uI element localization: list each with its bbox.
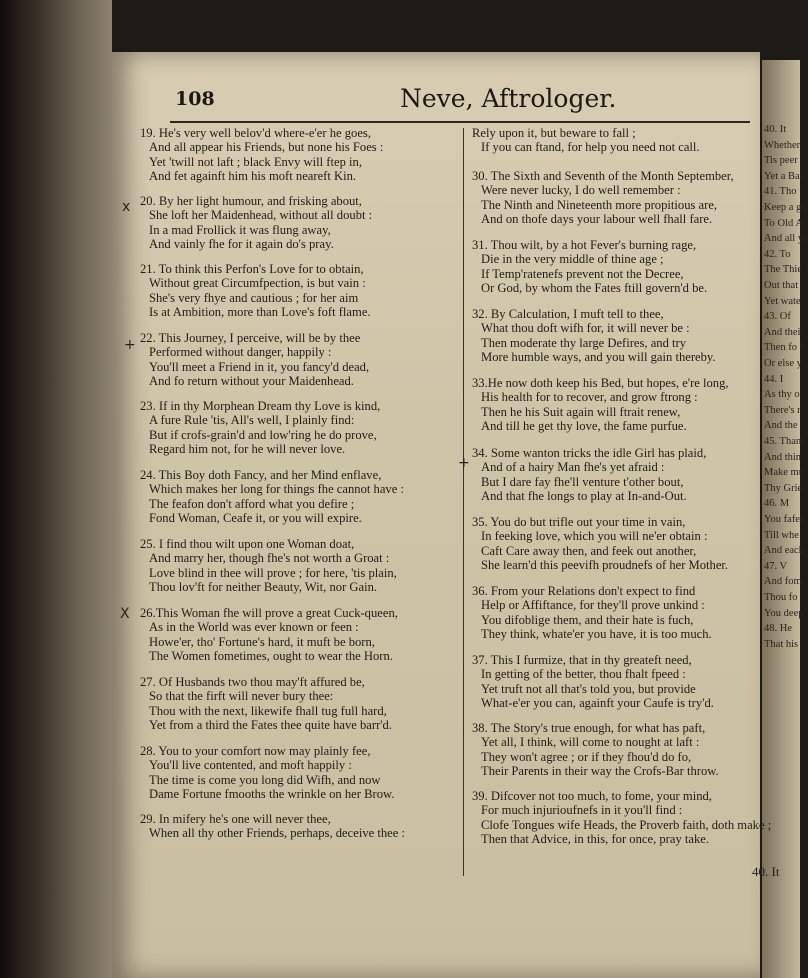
verse-line: Then that Advice, in this, for once, pray take. xyxy=(481,831,710,846)
verse-line: In getting of the better, thou fhalt fpeed : xyxy=(481,667,686,682)
verse-line: 31. Thou wilt, by a hot Fever's burning rage, xyxy=(472,238,697,252)
verse-line: Then he his Suit again will ftrait renew, xyxy=(481,404,681,419)
facing-page-fragment: Whether xyxy=(764,139,801,151)
facing-page-fragment: To Old A xyxy=(764,217,803,229)
verse-line: You difoblige them, and their hate is fuch, xyxy=(481,612,694,627)
verse-line: A fure Rule 'tis, All's well, I plainly find: xyxy=(149,413,355,428)
verse-line: 29. In mifery he's one will never thee, xyxy=(140,812,331,826)
verse-line: And vainly fhe for it again do's pray. xyxy=(149,236,334,251)
facing-page-fragment: There's r xyxy=(764,404,801,416)
facing-page-fragment: Keep a go xyxy=(764,202,807,213)
facing-page-fragment: The Thie xyxy=(764,264,803,276)
facing-page-fragment: And thin xyxy=(764,451,802,463)
verse-line: Regard him not, for he will never love. xyxy=(149,441,346,456)
verse-line: What-e'er you can, againft your Caufe is try'd. xyxy=(481,695,714,710)
verse-line: As in the World was ever known or feen : xyxy=(149,620,359,635)
verse-line: The Women fometimes, ought to wear the Horn. xyxy=(149,648,393,663)
verse-line: Thou lov'ft for neither Beauty, Wit, nor Gain. xyxy=(149,579,378,594)
verse-line: Rely upon it, but beware to fall ; xyxy=(472,126,636,140)
verse-line: 32. By Calculation, I muft tell to thee, xyxy=(472,307,664,321)
verse-line: The feafon don't afford what you defire ; xyxy=(149,496,355,511)
verse-line: Die in the very middle of thine age ; xyxy=(481,252,664,267)
facing-page-fragment: Tis peer xyxy=(764,155,798,167)
facing-page-fragment: 42. To xyxy=(764,248,791,260)
verse-line: In a mad Frollick it was flung away, xyxy=(149,222,331,237)
margin-mark: x xyxy=(122,199,131,215)
header-rule xyxy=(170,121,750,123)
verse-line: Yet 'twill not laft ; black Envy will ftep in, xyxy=(149,154,362,169)
verse-line: 30. The Sixth and Seventh of the Month September, xyxy=(472,169,734,183)
facing-page-fragment: That his xyxy=(764,638,799,650)
verse-line: Howe'er, tho' Fortune's hard, it muft be born, xyxy=(149,634,375,649)
verse-line: And on thofe days your labour well fhall fare. xyxy=(481,211,713,226)
verse-line: 20. By her light humour, and frisking about, xyxy=(140,194,362,208)
facing-page-fragment: 48. He xyxy=(764,623,792,635)
verse-line: Love blind in thee will prove ; for here, 'tis plain, xyxy=(149,565,397,580)
verse-line: 39. Difcover not too much, to fome, your mind, xyxy=(472,789,712,803)
facing-page-fragment: As thy o xyxy=(764,389,800,401)
facing-page-fragment: You fafel xyxy=(764,514,803,525)
verse-line: When all thy other Friends, perhaps, deceive thee : xyxy=(149,826,405,841)
page-number: 108 xyxy=(175,88,215,110)
verse-line: 34. Some wanton tricks the idle Girl has plaid, xyxy=(472,446,707,460)
verse-line: 33.He now doth keep his Bed, but hopes, e're long, xyxy=(472,376,729,390)
verse-line: Clofe Tongues wife Heads, the Proverb faith, doth make ; xyxy=(481,817,772,832)
verse-line: The time is come you long did Wifh, and now xyxy=(149,772,381,787)
verse-line: And till he get thy love, the fame purfue. xyxy=(481,418,687,433)
verse-line: 21. To think this Perfon's Love for to obtain, xyxy=(140,262,364,276)
verse-line: And fet againft him his moft neareft Kin. xyxy=(149,168,357,183)
facing-page-fragment: And fom xyxy=(764,576,802,588)
verse-line: They think, whate'er you have, it is too much. xyxy=(481,626,712,641)
facing-page-fragment: Out that xyxy=(764,280,799,291)
verse-line: 22. This Journey, I perceive, will be by thee xyxy=(140,331,361,345)
facing-page-fragment: 43. Of xyxy=(764,311,791,323)
verse-line: If you can ftand, for help you need not call. xyxy=(481,140,700,155)
verse-line: For much injurioufnefs in it you'll find : xyxy=(481,803,683,818)
catchword: 40. It xyxy=(752,864,780,879)
facing-page-fragment: Then fo b xyxy=(764,342,805,354)
verse-line: You'll meet a Friend in it, you fancy'd dead, xyxy=(149,359,370,374)
facing-page-edge xyxy=(762,60,808,978)
margin-mark: + xyxy=(458,455,470,471)
verse-line: They won't agree ; or if they fhou'd do fo, xyxy=(481,749,692,764)
verse-line: She's very fhye and cautious ; for her aim xyxy=(149,290,359,305)
facing-page-fragment: Thou fo xyxy=(764,592,798,603)
facing-page-fragment: Yet a Bar xyxy=(764,170,804,182)
verse-line: Help or Affiftance, for they'll prove unkind : xyxy=(481,598,705,613)
facing-page-fragment: And all yo xyxy=(764,233,808,245)
verse-line: 27. Of Husbands two thou may'ft affured be, xyxy=(140,675,365,689)
verse-line: And that fhe longs to play at In-and-Out. xyxy=(481,488,687,503)
verse-line: What thou doft wifh for, it will never be : xyxy=(481,321,690,336)
column-divider xyxy=(463,128,464,876)
facing-page-fragment: Thy Grie xyxy=(764,482,803,494)
verse-line: Their Parents in their way the Crofs-Bar throw. xyxy=(481,763,719,778)
facing-page-fragment: 41. Tho xyxy=(764,186,797,198)
verse-line: Fond Woman, Ceafe it, or you will expire. xyxy=(149,510,362,525)
verse-line: 23. If in thy Morphean Dream thy Love is kind, xyxy=(140,399,381,413)
verse-line: Were never lucky, I do well remember : xyxy=(481,183,681,198)
verse-line: 38. The Story's true enough, for what has paft, xyxy=(472,721,706,735)
verse-line: Thou with the next, likewife fhall tug full hard, xyxy=(149,703,387,718)
verse-line: If Temp'ratenefs prevent not the Decree, xyxy=(481,266,684,281)
verse-line: But I dare fay fhe'll venture t'other bout, xyxy=(481,474,684,489)
running-title: Neve, Aftrologer. xyxy=(400,84,617,113)
facing-page-fragment: 44. I xyxy=(764,373,784,385)
verse-line: Without great Circumfpection, is but vain : xyxy=(149,276,366,291)
verse-line: 25. I find thou wilt upon one Woman doat, xyxy=(140,537,355,551)
facing-page-fragment: Make mu xyxy=(764,467,804,479)
book-gutter xyxy=(0,0,112,978)
verse-line: Which makes her long for things fhe cannot have : xyxy=(149,482,404,497)
margin-mark: X xyxy=(120,606,130,622)
verse-line: Yet all, I think, will come to nought at laft : xyxy=(481,735,700,750)
facing-page-fragment: And their xyxy=(764,326,804,338)
facing-page-fragment: 45. Thank xyxy=(764,436,807,447)
facing-page-fragment: You deep xyxy=(764,607,804,619)
verse-line: Then moderate thy large Defires, and try xyxy=(481,335,687,350)
verse-line: The Ninth and Nineteenth more propitious are, xyxy=(481,197,718,212)
verse-line: Caft Care away then, and feek out another, xyxy=(481,543,697,558)
facing-page-fragment: Till whe xyxy=(764,529,799,541)
facing-page-fragment: 40. It xyxy=(764,124,787,135)
verse-line: And of a hairy Man fhe's yet afraid : xyxy=(481,460,665,475)
facing-page-fragment: Yet wate xyxy=(764,295,801,307)
verse-line: But if crofs-grain'd and low'ring he do prove, xyxy=(149,427,377,442)
verse-line: Yet from a third the Fates thee quite have barr'd. xyxy=(149,717,393,732)
verse-line: Or God, by whom the Fates ftill govern'd be. xyxy=(481,280,708,295)
verse-line: 19. He's very well belov'd where-e'er he goes, xyxy=(140,126,371,140)
verse-line: 36. From your Relations don't expect to find xyxy=(472,584,696,598)
verse-line: Performed without danger, happily : xyxy=(149,345,332,360)
verse-line: Yet truft not all that's told you, but provide xyxy=(481,681,696,696)
verse-line: 24. This Boy doth Fancy, and her Mind enflave, xyxy=(140,468,382,482)
verse-line: In feeking love, which you will ne'er obtain : xyxy=(481,529,708,544)
verse-line: 35. You do but trifle out your time in vain, xyxy=(472,515,686,529)
verse-line: More humble ways, and you will gain thereby. xyxy=(481,349,716,364)
verse-line: 28. You to your comfort now may plainly fee, xyxy=(140,744,371,758)
margin-mark: + xyxy=(124,337,136,353)
verse-line: And marry her, though fhe's not worth a Groat : xyxy=(149,551,390,566)
verse-line: Is at Ambition, more than Love's foft flame. xyxy=(149,304,371,319)
verse-line: She learn'd this peevifh proudnefs of her Mother. xyxy=(481,557,729,572)
verse-line: And all appear his Friends, but none his Foes : xyxy=(149,140,384,155)
verse-line: Dame Fortune fmooths the wrinkle on her Brow. xyxy=(149,786,395,801)
verse-line: So that the firft will never bury thee: xyxy=(149,689,334,704)
verse-line: 37. This I furmize, that in thy greateft need, xyxy=(472,653,692,667)
facing-page-fragment: 46. M xyxy=(764,498,790,510)
facing-page-fragment: 47. V xyxy=(764,560,788,572)
page-header xyxy=(175,84,735,118)
facing-page-fragment: And the xyxy=(764,420,798,432)
facing-page-fragment: Or else y xyxy=(764,358,802,369)
verse-line: She loft her Maidenhead, without all doubt : xyxy=(149,208,373,223)
verse-line: You'll live contented, and moft happily : xyxy=(149,758,352,773)
verse-line: And fo return without your Maidenhead. xyxy=(149,373,354,388)
verse-line: His health for to recover, and grow ftrong : xyxy=(481,390,698,405)
facing-page-fragment: And each xyxy=(764,545,804,557)
verse-line: 26.This Woman fhe will prove a great Cuck-queen, xyxy=(140,606,398,620)
